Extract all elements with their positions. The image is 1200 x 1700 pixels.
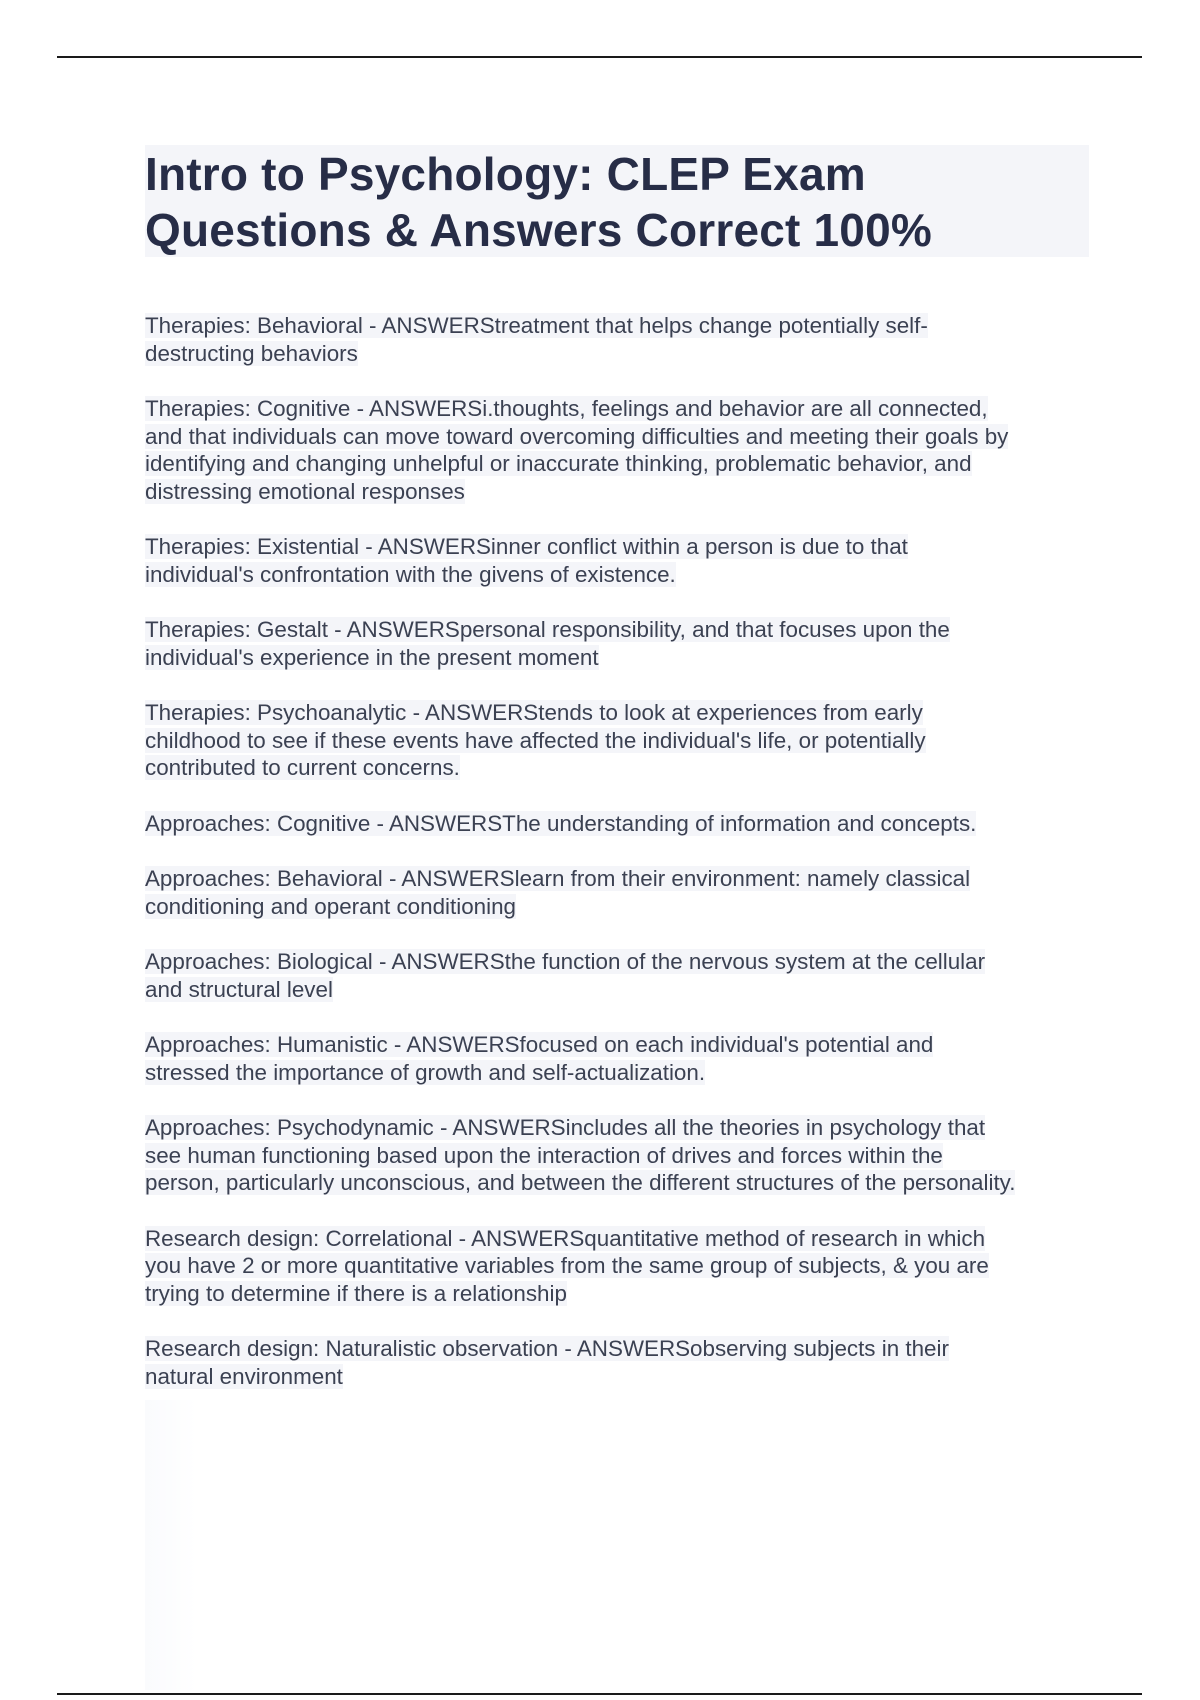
qa-item-research-correlational [145, 1225, 1095, 1308]
qa-item-approaches-behavioral [145, 865, 1095, 920]
qa-line: Approaches: Psychodynamic - ANSWERSincludes all the theories in psychology that [145, 1115, 986, 1140]
qa-line: stressed the importance of growth and self-actualization. [145, 1059, 706, 1085]
qa-item-approaches-biological [145, 948, 1095, 1003]
qa-line: trying to determine if there is a relationship [145, 1280, 567, 1306]
qa-line: and structural level [145, 976, 333, 1002]
title-line-2: Questions & Answers Correct 100% [145, 204, 932, 256]
qa-line: destructing behaviors [145, 340, 358, 366]
qa-line: see human functioning based upon the interaction of drives and forces within the [145, 1142, 943, 1168]
qa-line: Approaches: Biological - ANSWERSthe function of the nervous system at the cellular [145, 949, 986, 974]
qa-item-approaches-cognitive [145, 810, 1095, 838]
qa-line: natural environment [145, 1363, 343, 1389]
qa-line: Therapies: Behavioral - ANSWERStreatment that helps change potentially self- [145, 313, 928, 338]
qa-item-therapies-behavioral [145, 312, 1095, 367]
qa-line: Therapies: Psychoanalytic - ANSWERStends to look at experiences from early [145, 700, 923, 725]
top-rule [57, 56, 1142, 58]
qa-line: conditioning and operant conditioning [145, 893, 516, 919]
qa-item-therapies-psychoanalytic [145, 699, 1095, 782]
qa-line: Approaches: Cognitive - ANSWERSThe understanding of information and concepts. [145, 810, 977, 836]
qa-line: identifying and changing unhelpful or inaccurate thinking, problematic behavior, and [145, 451, 972, 476]
qa-item-research-naturalistic [145, 1335, 1095, 1390]
qa-line: Therapies: Cognitive - ANSWERSi.thoughts, feelings and behavior are all connected, [145, 396, 988, 421]
qa-item-therapies-cognitive [145, 395, 1095, 505]
qa-line: Approaches: Behavioral - ANSWERSlearn from their environment: namely classical [145, 866, 971, 891]
page-title [145, 146, 1065, 258]
qa-line: individual's experience in the present moment [145, 644, 599, 670]
page-spine-shade [145, 1400, 197, 1690]
title-line-1: Intro to Psychology: CLEP Exam [145, 148, 866, 200]
qa-line: contributed to current concerns. [145, 755, 460, 780]
qa-line: individual's confrontation with the givens of existence. [145, 561, 676, 587]
qa-list [145, 312, 1095, 1418]
qa-item-therapies-gestalt [145, 616, 1095, 671]
qa-item-approaches-psychodynamic [145, 1114, 1095, 1197]
qa-line: Research design: Correlational - ANSWERSquantitative method of research in which [145, 1225, 986, 1251]
qa-line: Research design: Naturalistic observation - ANSWERSobserving subjects in their [145, 1336, 949, 1361]
qa-line: and that individuals can move toward overcoming difficulties and meeting their goals by [145, 423, 1009, 449]
bottom-rule [57, 1693, 1142, 1695]
qa-line: Approaches: Humanistic - ANSWERSfocused on each individual's potential and [145, 1032, 934, 1057]
qa-line: Therapies: Existential - ANSWERSinner conflict within a person is due to that [145, 534, 908, 559]
qa-line: person, particularly unconscious, and between the different structures of the personality. [145, 1170, 1016, 1195]
qa-item-approaches-humanistic [145, 1031, 1095, 1086]
qa-line: distressing emotional responses [145, 478, 465, 504]
qa-line: Therapies: Gestalt - ANSWERSpersonal responsibility, and that focuses upon the [145, 617, 950, 642]
qa-line: you have 2 or more quantitative variables from the same group of subjects, & you are [145, 1253, 989, 1278]
qa-line: childhood to see if these events have affected the individual's life, or potentially [145, 727, 926, 753]
qa-item-therapies-existential [145, 533, 1095, 588]
